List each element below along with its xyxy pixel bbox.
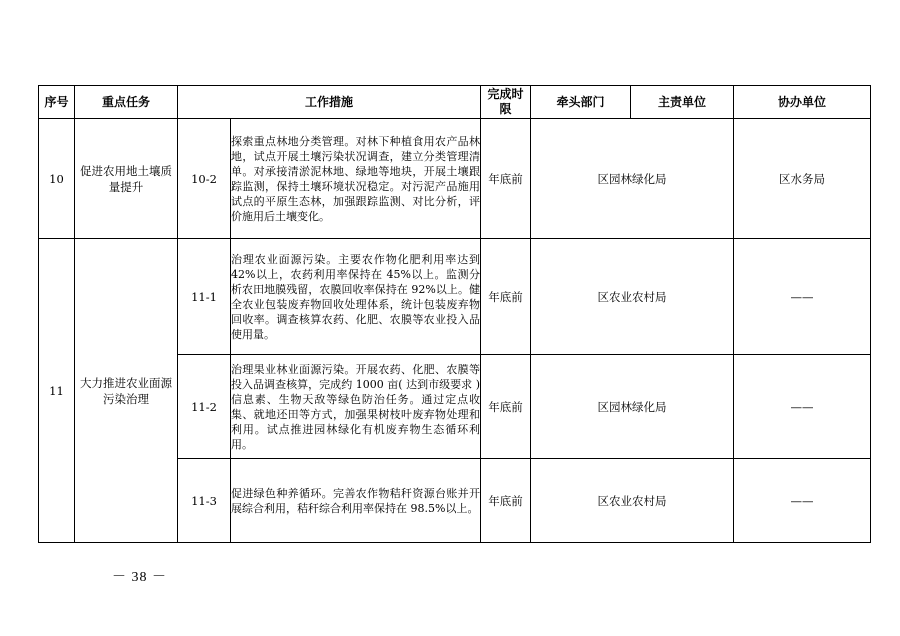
page-number: － 38 － (112, 570, 167, 585)
header-task: 重点任务 (75, 86, 178, 119)
table-row (39, 239, 871, 355)
row-code: 10-2 (178, 119, 231, 239)
row-measure: 促进绿色种养循环。完善农作物秸秆资源台账并开展综合利用，秸秆综合利用率保持在 98.5%以上。 (231, 459, 481, 543)
row-deadline: 年底前 (481, 119, 531, 239)
row-assist: —— (734, 459, 871, 543)
row-assist: —— (734, 239, 871, 355)
row-seq: 11 (39, 239, 75, 543)
row-measure: 探索重点林地分类管理。对林下种植食用农产品林地，试点开展土壤污染状况调查，建立分类管理清单。对承接清淤泥林地、绿地等地块，开展土壤跟踪监测，保持土壤环境状况稳定。对污泥产品施用试点的平原生态林，加强跟踪监测、对比分析，评价施用后土壤变化。 (231, 119, 481, 239)
header-seq: 序号 (39, 86, 75, 119)
row-code: 11-1 (178, 239, 231, 355)
header-lead-dept: 牵头部门 (531, 86, 631, 119)
row-task: 促进农用地土壤质量提升 (75, 119, 178, 239)
row-responsible: 区园林绿化局 (531, 355, 734, 459)
row-code: 11-2 (178, 355, 231, 459)
row-deadline: 年底前 (481, 355, 531, 459)
row-task: 大力推进农业面源污染治理 (75, 239, 178, 543)
row-deadline: 年底前 (481, 239, 531, 355)
table-header-row (39, 86, 871, 119)
row-measure: 治理果业林业面源污染。开展农药、化肥、农膜等投入品调查核算，完成约 1000 亩( 达到市级要求 ) 信息素、生物天敌等绿色防治任务。通过定点收集、就地还田等方式，加强果树枝叶废弃物处理和利用。试点推进园林绿化有机废弃物生态循环利用。 (231, 355, 481, 459)
header-main-unit: 主责单位 (631, 86, 734, 119)
task-table (38, 85, 871, 543)
header-assist-unit: 协办单位 (734, 86, 871, 119)
row-code: 11-3 (178, 459, 231, 543)
row-deadline: 年底前 (481, 459, 531, 543)
row-assist: —— (734, 355, 871, 459)
header-measure: 工作措施 (178, 86, 481, 119)
row-responsible: 区农业农村局 (531, 459, 734, 543)
row-assist: 区水务局 (734, 119, 871, 239)
row-seq: 10 (39, 119, 75, 239)
row-measure: 治理农业面源污染。主要农作物化肥利用率达到 42%以上，农药利用率保持在 45%以上。监测分析农田地膜残留，农膜回收率保持在 92%以上。健全农业包装废弃物回收处理体系，统计包装废弃物回收率。调查核算农药、化肥、农膜等农业投入品使用量。 (231, 239, 481, 355)
table-row (39, 119, 871, 239)
row-responsible: 区园林绿化局 (531, 119, 734, 239)
header-deadline: 完成时限 (481, 86, 531, 119)
row-responsible: 区农业农村局 (531, 239, 734, 355)
